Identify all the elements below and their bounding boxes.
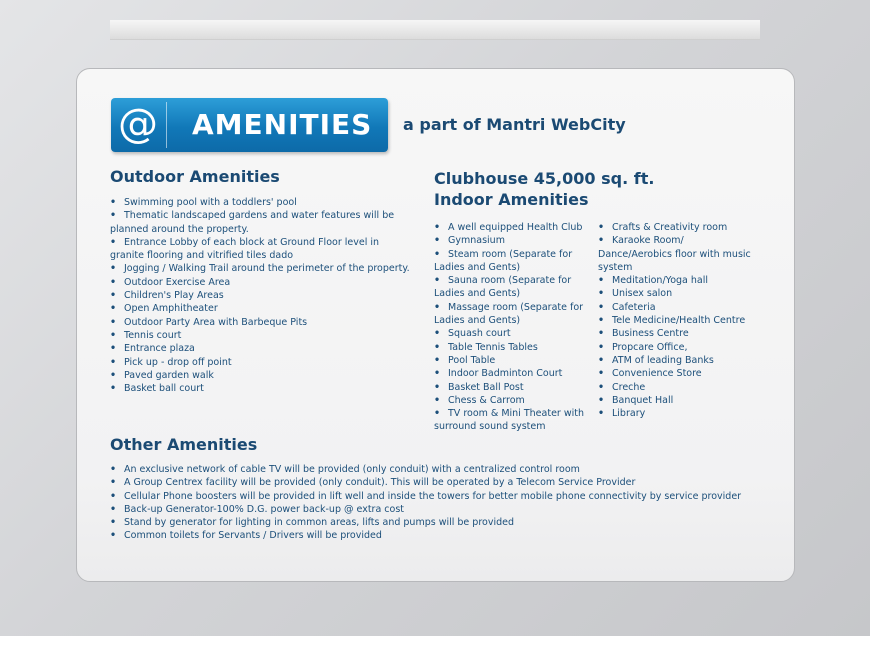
list-item xyxy=(598,394,758,407)
bullet-icon: • xyxy=(434,301,441,313)
bullet-icon: • xyxy=(110,356,117,368)
list-item xyxy=(598,221,758,234)
list-item xyxy=(434,301,586,328)
bullet-icon: • xyxy=(598,275,605,287)
list-item xyxy=(110,302,415,315)
list-item xyxy=(434,354,586,367)
list-item xyxy=(110,503,770,516)
list-item-text: Back-up Generator-100% D.G. power back-up @ extra cost xyxy=(124,503,404,515)
bullet-icon: • xyxy=(598,301,605,313)
list-item-text: Pick up - drop off point xyxy=(124,356,232,368)
list-item xyxy=(110,289,415,302)
list-item-text: Basket ball court xyxy=(124,383,204,395)
list-item-text: Massage room (Separate for Ladies and Gents) xyxy=(434,301,584,327)
indoor-heading: Indoor Amenities xyxy=(434,190,589,209)
bullet-icon: • xyxy=(598,328,605,340)
list-item xyxy=(110,463,770,476)
bullet-icon: • xyxy=(598,235,605,247)
list-item-text: An exclusive network of cable TV will be provided (only conduit) with a centralized control room xyxy=(124,464,580,475)
bullet-icon: • xyxy=(434,222,441,233)
bullet-icon: • xyxy=(110,276,117,288)
bullet-icon: • xyxy=(110,490,117,502)
bullet-icon: • xyxy=(110,369,117,381)
list-item-text: Library xyxy=(612,408,646,420)
list-item-text: A well equipped Health Club xyxy=(448,222,583,233)
list-item-text: Steam room (Separate for Ladies and Gents) xyxy=(434,248,573,273)
list-item-text: A Group Centrex facility will be provided (only conduit). This will be operated by a Telecom Service Provider xyxy=(124,477,636,489)
list-item-text: ATM of leading Banks xyxy=(612,354,714,366)
bullet-icon: • xyxy=(110,517,117,529)
bullet-icon: • xyxy=(110,236,117,248)
list-item-text: Meditation/Yoga hall xyxy=(612,275,709,287)
outdoor-heading: Outdoor Amenities xyxy=(110,167,280,186)
bullet-icon: • xyxy=(434,408,441,420)
list-item-text: Karaoke Room/ Dance/Aerobics floor with music system xyxy=(598,235,751,273)
list-item-text: Paved garden walk xyxy=(124,369,214,381)
top-bar xyxy=(110,20,760,40)
list-item xyxy=(598,407,758,420)
list-item-text: TV room & Mini Theater with surround sound system xyxy=(434,408,585,433)
list-item-text: Entrance plaza xyxy=(124,343,195,355)
list-item-text: Jogging / Walking Trail around the perimeter of the property. xyxy=(124,263,410,275)
bullet-icon: • xyxy=(434,354,441,366)
list-item-text: Convenience Store xyxy=(612,368,702,380)
bullet-icon: • xyxy=(110,503,117,515)
list-item xyxy=(598,354,758,367)
list-item-text: Children's Play Areas xyxy=(124,290,224,302)
list-item-text: Stand by generator for lighting in common areas, lifts and pumps will be provided xyxy=(124,517,515,529)
amenities-badge xyxy=(111,98,388,152)
bullet-icon: • xyxy=(434,328,441,340)
list-item xyxy=(110,316,415,329)
list-item xyxy=(110,356,415,369)
list-item-text: Banquet Hall xyxy=(612,394,674,406)
list-item-text: Open Amphitheater xyxy=(124,303,218,315)
list-item-text: Basket Ball Post xyxy=(448,381,524,393)
bullet-icon: • xyxy=(110,316,117,328)
at-icon: @ xyxy=(118,101,158,147)
list-item xyxy=(598,274,758,287)
list-item xyxy=(110,276,415,289)
bullet-icon: • xyxy=(110,197,117,208)
bullet-icon: • xyxy=(598,341,605,353)
tagline: a part of Mantri WebCity xyxy=(403,115,626,134)
bullet-icon: • xyxy=(434,341,441,353)
list-item xyxy=(110,369,415,382)
list-item-text: Outdoor Party Area with Barbeque Pits xyxy=(124,316,308,328)
list-item-text: Chess & Carrom xyxy=(448,394,525,406)
bullet-icon: • xyxy=(110,383,117,395)
list-item xyxy=(434,234,586,247)
bullet-icon: • xyxy=(598,368,605,380)
list-item xyxy=(434,394,586,407)
list-item-text: Pool Table xyxy=(448,354,496,366)
bullet-icon: • xyxy=(110,477,117,489)
list-item xyxy=(434,274,586,301)
list-item-text: Business Centre xyxy=(612,328,689,340)
list-item-text: Cellular Phone boosters will be provided in lift well and inside the towers for better mobile phone connectivity by service provider xyxy=(124,490,742,502)
list-item xyxy=(598,234,758,274)
list-item-text: Entrance Lobby of each block at Ground Floor level in granite flooring and vitrified tiles dado xyxy=(110,236,380,262)
list-item xyxy=(110,262,415,275)
bullet-icon: • xyxy=(110,329,117,341)
list-item xyxy=(598,327,758,340)
list-item xyxy=(110,490,770,503)
list-item-text: Cafeteria xyxy=(612,301,656,313)
bullet-icon: • xyxy=(598,354,605,366)
list-item xyxy=(434,367,586,380)
list-item xyxy=(434,407,586,434)
list-item-text: Common toilets for Servants / Drivers will be provided xyxy=(124,530,382,542)
list-item xyxy=(598,367,758,380)
list-item-text: Propcare Office, xyxy=(612,341,688,353)
list-item xyxy=(110,196,415,209)
bullet-icon: • xyxy=(434,381,441,393)
badge-divider xyxy=(166,102,167,148)
bullet-icon: • xyxy=(434,235,441,247)
bullet-icon: • xyxy=(110,290,117,302)
bullet-icon: • xyxy=(598,381,605,393)
list-item-text: Indoor Badminton Court xyxy=(448,368,563,380)
list-item-text: Tele Medicine/Health Centre xyxy=(612,315,746,327)
bullet-icon: • xyxy=(434,275,441,287)
list-item-text: Squash court xyxy=(448,328,511,340)
bullet-icon: • xyxy=(598,408,605,420)
bullet-icon: • xyxy=(110,210,117,222)
bullet-icon: • xyxy=(434,368,441,380)
list-item xyxy=(598,287,758,300)
list-item xyxy=(434,327,586,340)
bullet-icon: • xyxy=(434,394,441,406)
bullet-icon: • xyxy=(110,530,117,542)
list-item-text: Gymnasium xyxy=(448,235,505,247)
list-item-text: Swimming pool with a toddlers' pool xyxy=(124,197,297,208)
list-item xyxy=(110,209,415,236)
bullet-icon: • xyxy=(598,315,605,327)
list-item-text: Creche xyxy=(612,381,646,393)
list-item-text: Table Tennis Tables xyxy=(448,341,538,353)
list-item xyxy=(110,476,770,489)
bullet-icon: • xyxy=(598,394,605,406)
list-item xyxy=(110,516,770,529)
outdoor-list xyxy=(110,196,415,395)
list-item-text: Unisex salon xyxy=(612,288,673,300)
list-item xyxy=(434,341,586,354)
bullet-icon: • xyxy=(110,464,117,475)
bullet-icon: • xyxy=(598,288,605,300)
list-item xyxy=(110,236,415,263)
bullet-icon: • xyxy=(598,222,605,233)
bottom-strip xyxy=(0,636,870,653)
bullet-icon: • xyxy=(110,343,117,355)
list-item xyxy=(598,381,758,394)
bullet-icon: • xyxy=(110,303,117,315)
clubhouse-heading: Clubhouse 45,000 sq. ft. xyxy=(434,169,655,188)
list-item xyxy=(110,342,415,355)
badge-title: AMENITIES xyxy=(192,108,373,141)
bullet-icon: • xyxy=(434,248,441,260)
list-item xyxy=(110,382,415,395)
indoor-list-column-1 xyxy=(434,221,586,434)
list-item xyxy=(598,341,758,354)
list-item-text: Crafts & Creativity room xyxy=(612,222,728,233)
list-item-text: Tennis court xyxy=(124,329,182,341)
list-item-text: Sauna room (Separate for Ladies and Gents) xyxy=(434,275,572,300)
list-item xyxy=(598,314,758,327)
other-heading: Other Amenities xyxy=(110,435,258,454)
list-item xyxy=(434,248,586,275)
list-item-text: Thematic landscaped gardens and water features will be planned around the property. xyxy=(110,210,395,235)
list-item xyxy=(598,301,758,314)
list-item xyxy=(434,381,586,394)
bullet-icon: • xyxy=(110,263,117,275)
list-item xyxy=(110,329,415,342)
list-item xyxy=(434,221,586,234)
indoor-list-column-2 xyxy=(598,221,758,420)
list-item xyxy=(110,529,770,542)
other-list xyxy=(110,463,770,543)
list-item-text: Outdoor Exercise Area xyxy=(124,276,231,288)
